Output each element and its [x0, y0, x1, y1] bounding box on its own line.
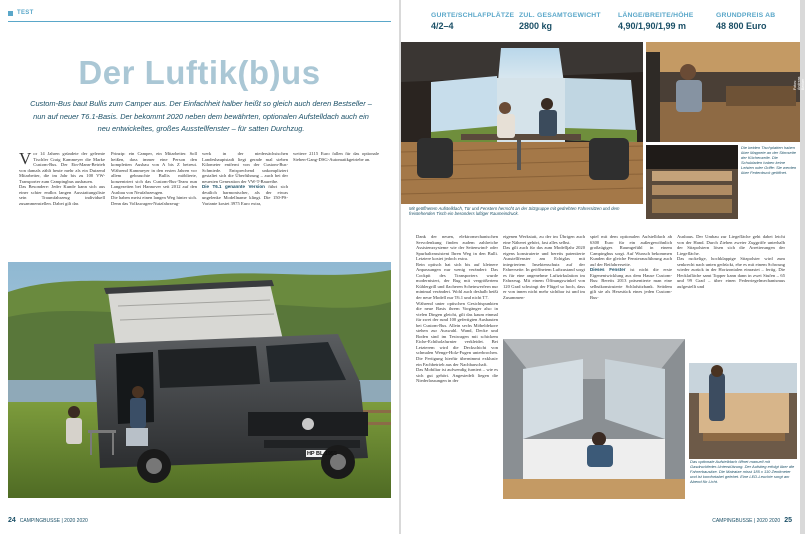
- page-title: Der Luftik(b)us: [78, 54, 321, 91]
- body-paragraph: Das gilt auch für das zum Modelljahr 2020 eigens konstruierte und bereits patentierte Ausstellfenster am Echtglas mit integriertem Insektenschutz auf der Fahrerseite. In geöffnetem Luftzustand sorgt es für eine angenehme Luftzirkulation im Fahrzeug. Mit einem Öffnungswinkel von 120 Grad schwingt der Flügel so hoch, dass er von innen nicht mehr sichtbar ist und im Zusammen-: [503, 245, 585, 301]
- page-number: 24: [8, 517, 16, 524]
- right-page: [401, 0, 805, 534]
- section-tag-label: TEST: [17, 10, 34, 16]
- page-folio-left: [8, 517, 88, 524]
- body-column-4: [293, 151, 379, 251]
- bold-lead-in: Dieses Fenster: [590, 267, 626, 273]
- body-paragraph: spiel mit dem optionalen Aufstelldach ab 6300 Euro für ein außergewöhnlich großzügiges Raumgefühl in einem Campingbus sorgt. Auf Wunsch bekommen Kunden die gleiche Fensterausführung auch auf der Beifahrerseite.: [590, 234, 672, 267]
- body-paragraph: weitere 2115 Euro fallen für das optionale Sieben-Gang-DSG-Automatikgetriebe an.: [293, 151, 379, 162]
- body-paragraph: Ausbaus. Der Umbau zur Liegefläche geht dabei leicht von der Hand. Durch Ziehen zweier Zuggriffe unterhalb der Sitzpolstern lösen sich die Arretierungen der Liegefläche.: [677, 234, 785, 256]
- body-column-1: [19, 151, 105, 251]
- spec-label-weight: ZUL. GESAMTGEWICHT: [519, 12, 601, 19]
- body-paragraph: Das Mobiliar ist aufwendig furniert – wie es sich gut gehört. Angesiedelt liegen die Niederlassungen in der: [416, 367, 498, 384]
- table-detail-photo: [646, 145, 738, 219]
- bold-lead-in: Die T6.1 genannte Version: [202, 184, 265, 190]
- spec-label-dimensions: LÄNGE/BREITE/HÖHE: [618, 12, 694, 19]
- body-paragraph: Prinzip: ein Camper, ein Mitarbeiter. Soll heißen, dass immer eine Person den kompletten Ausbau von A bis Z betreut. Während Kammeyer in den ersten Jahren vor allem gebrauchte Bullis möblierte, konzentriert sich das Custom-Bus-Team nun Langezeiten bei Hannover seit 2012 auf den Ausbau von Neufahrzeugen.: [111, 151, 197, 195]
- spec-value-weight: 2800 kg: [519, 21, 553, 31]
- body-paragraph: werk in der niedersächsischen Landeshauptstadt liegt gerade mal sieben Kilometer entfernt von der Custom-Bus-Schmiede. Entsprechend unkompliziert gestaltet sich die Überführung – auch bei der neuesten Generation der VW-T-Baureihe.: [202, 151, 288, 184]
- section-tag: [8, 10, 34, 16]
- roof-bed-photo: [503, 339, 685, 499]
- drop-cap: V: [19, 149, 32, 168]
- spec-value-price: 48 800 Euro: [716, 21, 767, 31]
- folio-label: CAMPINGBUSSE | 2020 2020: [19, 518, 88, 524]
- section-divider: [8, 21, 391, 22]
- body-paragraph: eigenen Werkstatt, zu der im Übrigen auch eine Näherei gehört, fast alles selbst.: [503, 234, 585, 245]
- body-paragraph: or 14 Jahren gründete der gelernte Tischler Craig Kammeyer die Marke Custom-Bus. Der Ein-Mann-Betrieb von damals zählt heute mehr als ein Dutzend Mitarbeiter, die im Jahr bis zu 100 VW-Transporter zum Campingbus ausbauen.: [19, 151, 105, 184]
- spec-value-dimensions: 4,90/1,90/1,99 m: [618, 21, 687, 31]
- body-paragraph: ist nicht die erste Eigenentwicklung aus dem Hause Custom-Bus: Bereits 2013 präsentierte man eine selbstkonstruierte Schlafsitzbank. Seitdem gilt sie als Herzstück eines jeden Custom-Bus-: [590, 267, 672, 301]
- body-paragraph: Während unter optischen Gesichtspunkten die neue Basis ihrem Vorgänger also in vielen Dingen gleicht, gilt das kaum einmal für zwei der rund 100 gefertigten Ausbauten bei Custom-Bus. Allein sechs Möbeldekore stehen zur Auswahl. Wand, Decke und Boden sind im Testwagen mit schickem Eiche-Echtholzfurnier verkleidet. Bei Letzterem wird die Deckschicht von schmalen Wenge-Holz-Fugen unterbrochen. Die Fertigung hierfür übernimmt exklusiv ein Fachbetrieb aus der Nachbarschaft.: [416, 300, 498, 367]
- section-tag-square: [8, 11, 13, 16]
- caption-tables: Die beiden Tischplatten haben über Magnete an der Stirnseite der Küchenzeile. Die Schubladen haben keine Leisten oder Griffe: Sie werden über Federdruck geöffnet.: [741, 145, 797, 175]
- body-paragraph: Dank der neuen, elektromechanischen Servolenkung finden zudem zahlreiche Assistenzsysteme wie der Seitenwind- oder Spurhalteassistent Ihren Weg in den Bulli. Letztere kostet jedoch extra.: [416, 234, 498, 262]
- body-column-6: [503, 234, 585, 334]
- spec-value-seats: 4/2–4: [431, 21, 454, 31]
- van-exterior-photo: [8, 262, 391, 498]
- page-number: 25: [784, 517, 792, 524]
- caption-interior: Mit geöffnetem Aufstelldach, Tür und Fenstern herrscht an der Sitzgruppe mit gedrehten Fahrersitzen und dem freistehenden Tisch ein besonders luftiger Raumeindruck.: [409, 206, 620, 217]
- body-column-2: [111, 151, 197, 251]
- license-plate: HP BL 1955: [306, 451, 338, 457]
- caption-bed: Das optionale Aufstelldach öffnet manuell mit Gasdruckfeder-Unterstützung. Der Aufstieg erfolgt über die Fahrerbausitze. Die Matratze misst 185 x 110 Zentimeter und ist komfortabel gelebet. Eine LED-Leuchte sorgt am Abend für Licht.: [690, 459, 795, 484]
- body-paragraph: Die haben meist einen langen Weg hinter sich. Denn das Volkswagen-Nutzfahrzeug-: [111, 195, 197, 206]
- body-paragraph: Das ruckelige, hochklappige Sitzpolster wird zum senkrecht nach unten gedrückt, ehe es mit einem Schwung wieder zurück in der Horizontalen einrastet – fertig. Die Hecklafläche samt Topper kann dann in zwei Stufen – 65 und 99 Grad – über einen Federriegelmechanismus aufgestellt und: [677, 256, 785, 289]
- kitchen-photo: [646, 42, 800, 142]
- spec-label-price: GRUNDPREIS AB: [716, 12, 776, 19]
- body-column-5: [416, 234, 498, 496]
- interior-photo: [401, 42, 643, 204]
- folio-label: CAMPINGBUSSE | 2020 2020: [712, 518, 781, 524]
- page-folio-right: [712, 517, 792, 524]
- body-paragraph: Das Besondere: Jeder Kunde kann sich aus einer schier endlos langen Ausstattungsliste sein Traumfahrzeug individuell zusammenstellen. Dabei gilt das: [19, 184, 105, 206]
- left-page: [0, 0, 399, 534]
- photo-credit: Fotos: Andreas Becker: [793, 76, 805, 90]
- body-column-3: [202, 151, 288, 251]
- spec-label-seats: GURTE/SCHLAFPLÄTZE: [431, 12, 515, 19]
- body-column-8: [677, 234, 785, 334]
- ladder-photo: [689, 363, 797, 459]
- body-paragraph: Rein optisch hat sich bis auf kleinere Anpassungen nur wenig verändert: Das Cockpit des Transporters wurde modernisiert, der Bug mit vergrößertem Kühlergrill und flacheren Scheinwerfern nur minimal verändert. Wohl auch deshalb heißt der neue Modell nur T6.1 und nicht T7.: [416, 261, 498, 301]
- body-paragraph: führt sich deutlich harmonischer, als der etwas ungelenke Modellname klingt. Die 150-PS-Variante kostet 3975 Euro extra,: [202, 184, 288, 206]
- body-column-7: [590, 234, 672, 334]
- lead-text: Custom-Bus baut Bullis zum Camper aus. Der Einfachheit halber heißt so gleich auch deren Bestseller – nun auf neuer T6.1-Basis. Der bekommt 2020 neben dem bewährten, optionalen Aufstelldach auch ein neu entwickeltes, großes Ausstellfenster – für satten Durchzug.: [30, 99, 372, 133]
